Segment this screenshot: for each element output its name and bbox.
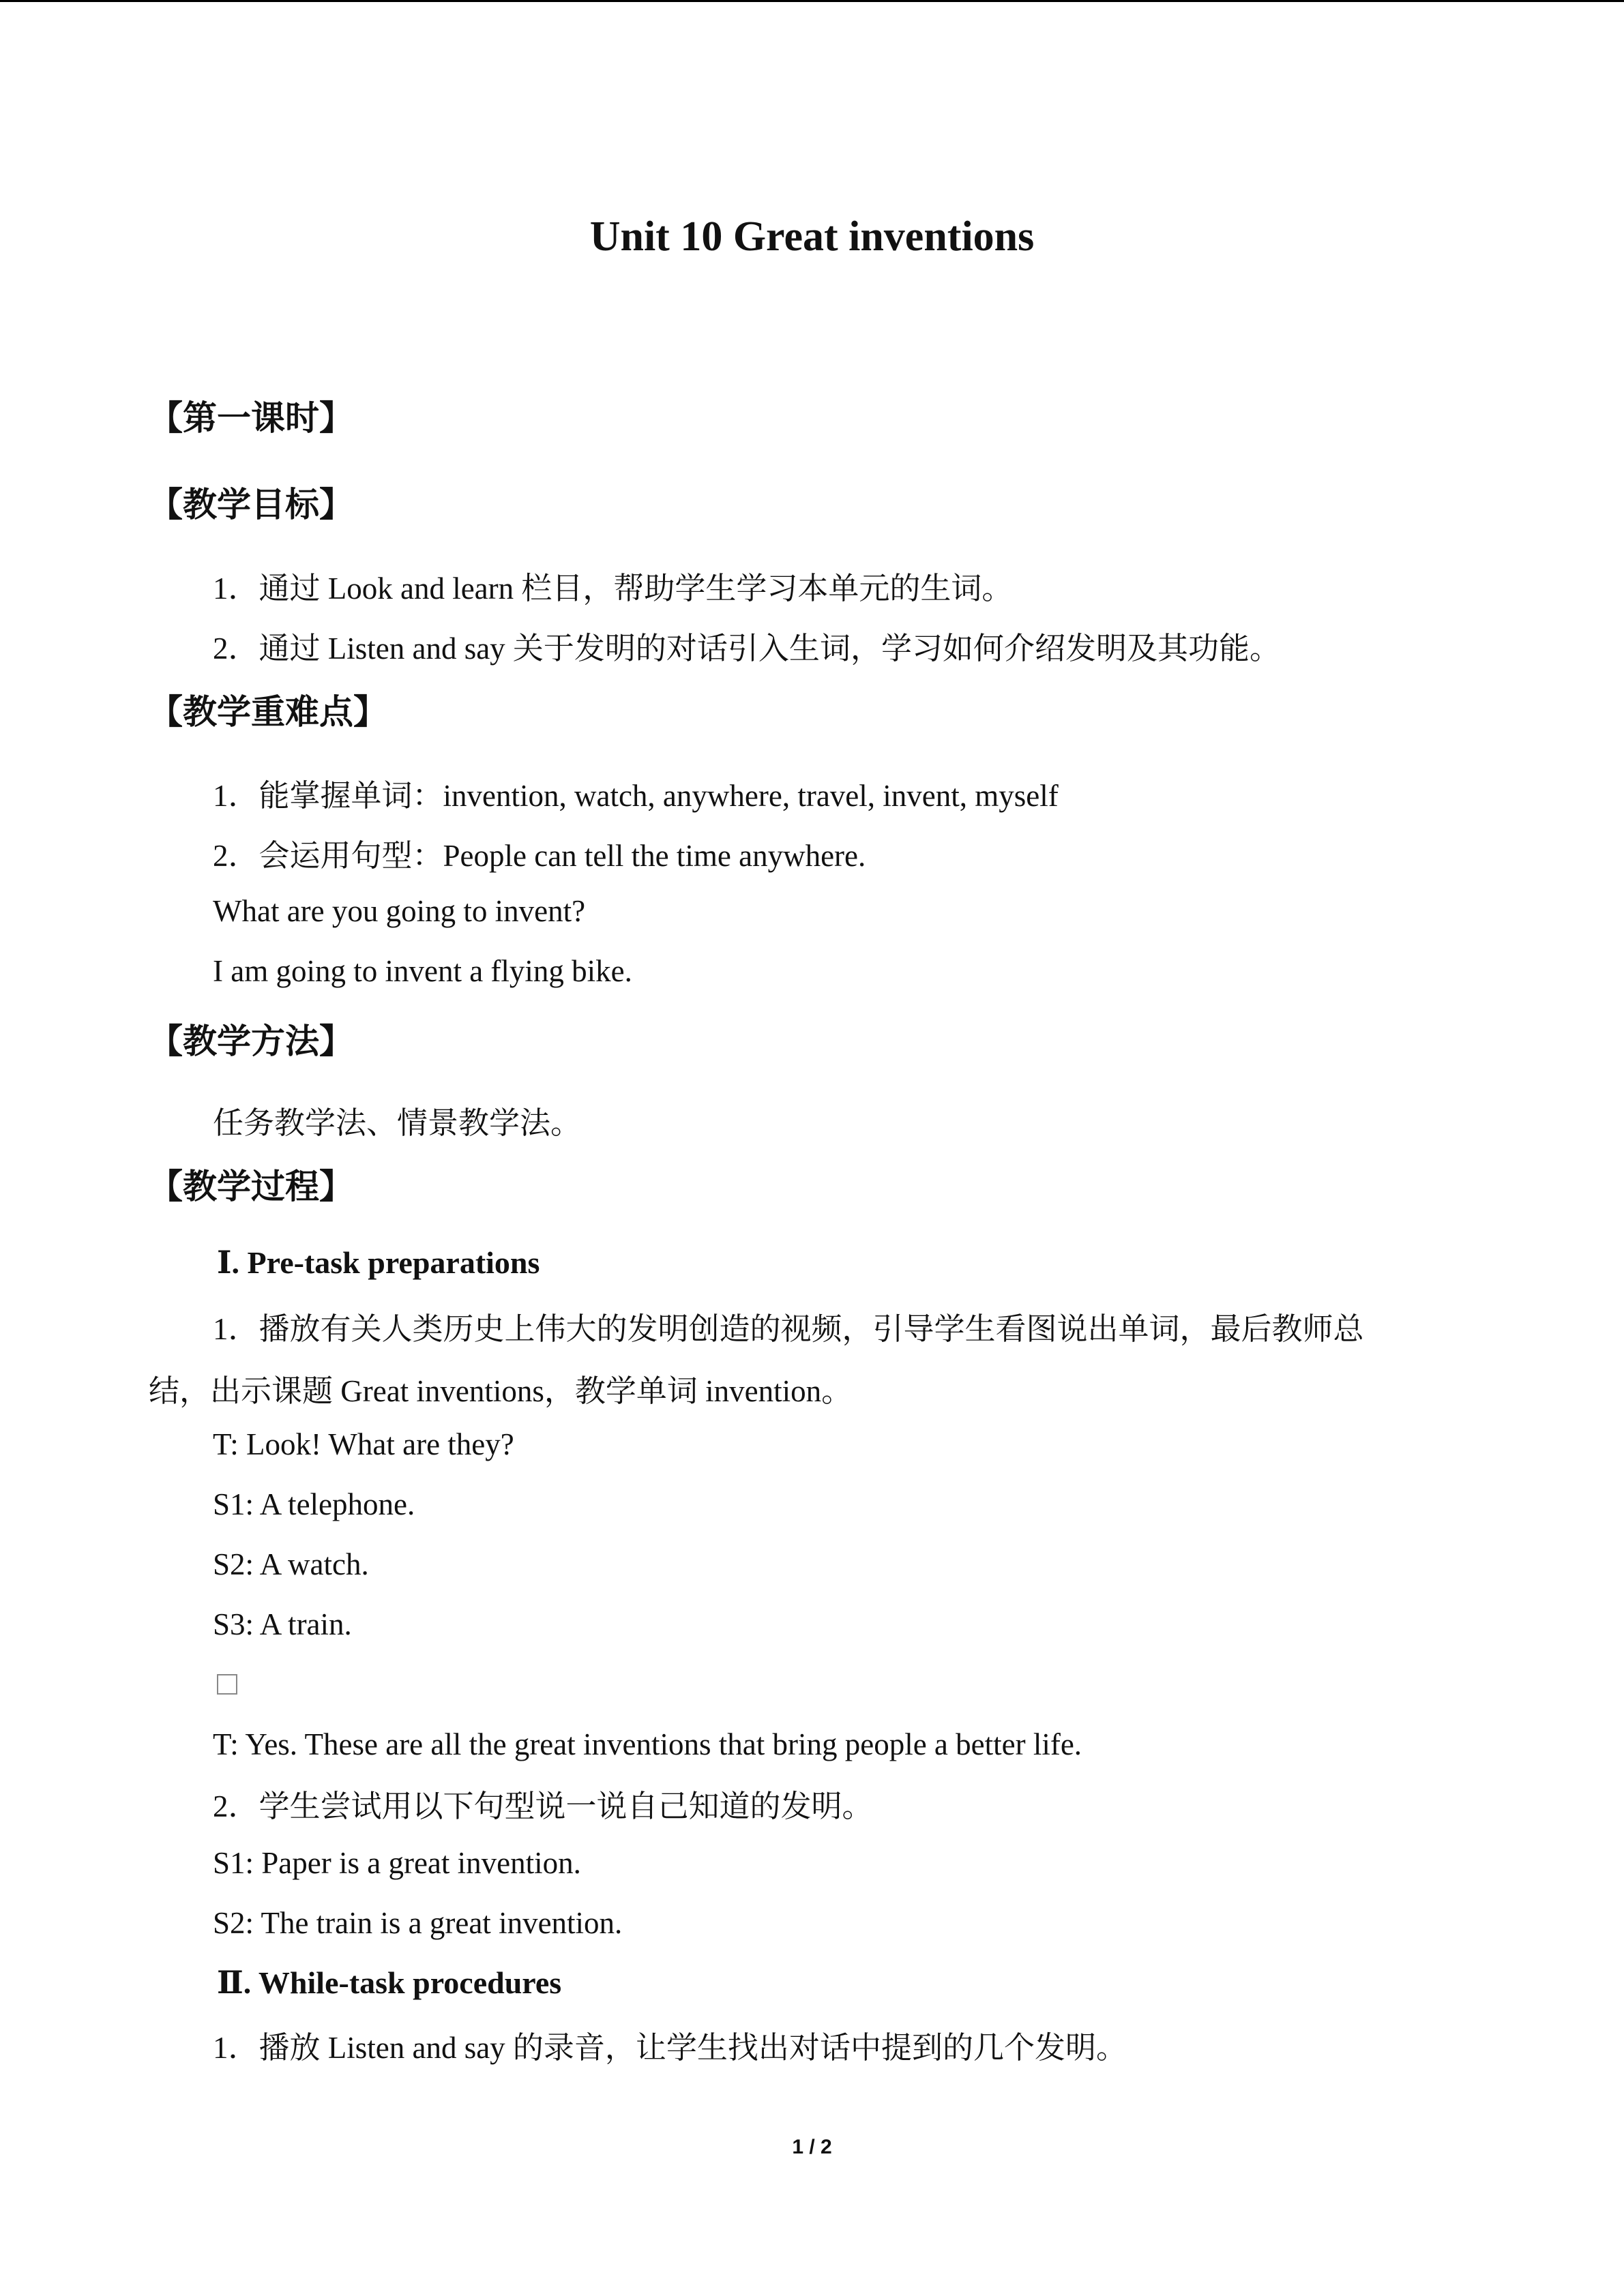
image-placeholder [217,1674,237,1695]
page-title: Unit 10 Great inventions [589,213,1035,260]
while-task-heading: Ⅱ. While-task procedures [217,1965,562,2000]
key-point-sentence-2: I am going to invent a flying bike. [213,954,632,988]
dialogue-line: S2: The train is a great invention. [213,1906,623,1940]
top-border-line [0,0,1624,2]
objective-item-2: 2．通过 Listen and say 关于发明的对话引入生词，学习如何介绍发明及其功能。 [213,631,1280,666]
key-point-item-1: 1．能掌握单词：invention, watch, anywhere, travel, invent, myself [213,779,1059,813]
key-point-sentence-1: What are you going to invent? [213,894,586,928]
pre-task-step2: 2．学生尝试用以下句型说一说自己知道的发明。 [213,1789,873,1823]
dialogue-line: S1: A telephone. [213,1487,415,1521]
dialogue-line: S1: Paper is a great invention. [213,1846,581,1880]
objective-item-1: 1．通过 Look and learn 栏目，帮助学生学习本单元的生词。 [213,571,1013,606]
dialogue-line: S2: A watch. [213,1547,369,1581]
pre-task-step1-line2: 结，出示课题 Great inventions，教学单词 invention。 [149,1374,853,1408]
key-point-item-2: 2．会运用句型：People can tell the time anywhere. [213,839,866,873]
section-heading-methods: 【教学方法】 [149,1022,353,1061]
pre-task-heading: Ⅰ. Pre-task preparations [217,1245,540,1280]
methods-text: 任务教学法、情景教学法。 [213,1106,582,1140]
section-heading-process: 【教学过程】 [149,1167,353,1206]
dialogue-line: S3: A train. [213,1607,352,1641]
section-heading-key-points: 【教学重难点】 [149,692,387,732]
while-task-step1: 1．播放 Listen and say 的录音，让学生找出对话中提到的几个发明。 [213,2031,1127,2065]
dialogue-line: T: Look! What are they? [213,1427,514,1461]
section-heading-lesson: 【第一课时】 [149,398,353,438]
section-heading-objectives: 【教学目标】 [149,485,353,524]
page-number: 1 / 2 [792,2136,832,2158]
pre-task-step1-line1: 1．播放有关人类历史上伟大的发明创造的视频，引导学生看图说出单词，最后教师总 [213,1312,1364,1346]
dialogue-line: T: Yes. These are all the great inventions that bring people a better life. [213,1727,1082,1761]
